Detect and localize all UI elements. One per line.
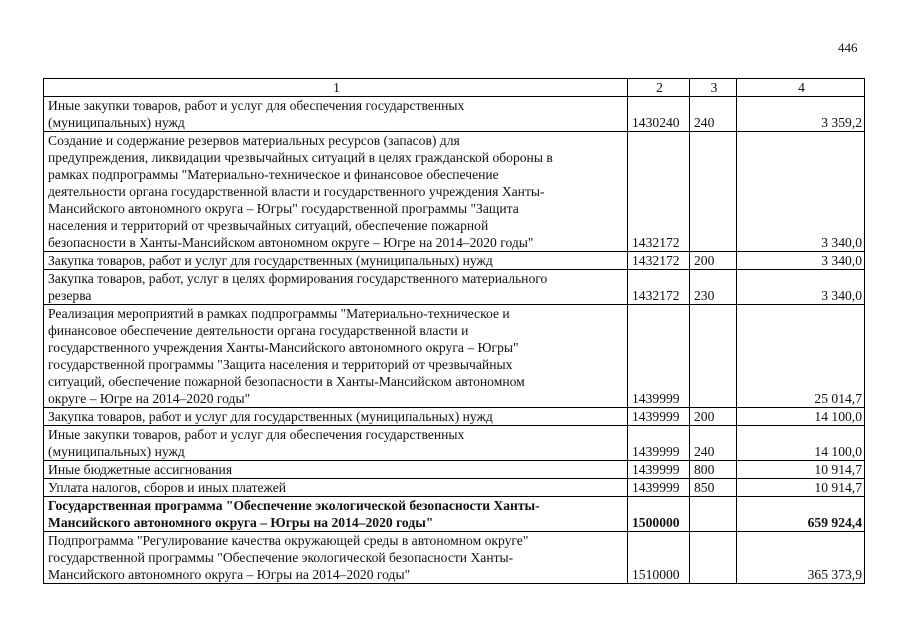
row-description [44,270,628,305]
description-line: финансовое обеспечение деятельности органа государственной власти и [48,323,469,338]
row-description [44,426,628,461]
table-row [44,97,865,132]
row-amount: 3 340,0 [737,252,865,270]
row-amount: 14 100,0 [737,408,865,426]
row-expense-type: 240 [690,97,737,132]
description-line: рамках подпрограммы "Материально-техническое и финансовое обеспечение [48,167,499,182]
description-line: Государственная программа "Обеспечение экологической безопасности Ханты- [48,498,540,513]
row-code: 1432172 [628,252,690,270]
table-row [44,305,865,408]
description-line: Мансийского автономного округа – Югры" государственной программы "Защита [48,201,519,216]
row-description [44,408,628,426]
row-code: 1510000 [628,532,690,584]
description-line: Создание и содержание резервов материальных ресурсов (запасов) для [48,133,460,148]
description-line: (муниципальных) нужд [48,444,185,459]
row-expense-type [690,305,737,408]
description-line: Закупка товаров, работ и услуг для государственных (муниципальных) нужд [48,253,493,268]
description-line: (муниципальных) нужд [48,115,185,130]
row-expense-type: 230 [690,270,737,305]
page-number: 446 [838,40,858,55]
row-expense-type: 200 [690,408,737,426]
row-code: 1439999 [628,479,690,497]
row-code: 1430240 [628,97,690,132]
header-cell: 3 [690,79,737,97]
row-description [44,461,628,479]
description-line: деятельности органа государственной власти и государственного учреждения Ханты- [48,184,545,199]
description-line: государственной программы "Обеспечение экологической безопасности Ханты- [48,550,514,565]
description-line: Мансийского автономного округа – Югры на 2014–2020 годы" [48,515,434,530]
budget-table [43,78,865,584]
description-line: округе – Югре на 2014–2020 годы" [48,391,251,406]
row-amount: 659 924,4 [737,497,865,532]
row-description [44,252,628,270]
row-code: 1439999 [628,461,690,479]
row-amount: 3 340,0 [737,132,865,252]
description-line: государственного учреждения Ханты-Мансийского автономного округа – Югры" [48,340,519,355]
row-code: 1439999 [628,408,690,426]
row-amount: 10 914,7 [737,461,865,479]
row-description [44,132,628,252]
row-expense-type: 200 [690,252,737,270]
table-row [44,497,865,532]
row-expense-type: 850 [690,479,737,497]
row-amount: 365 373,9 [737,532,865,584]
row-expense-type [690,132,737,252]
description-line: населения и территорий от чрезвычайных ситуаций, обеспечение пожарной [48,218,489,233]
row-description [44,479,628,497]
row-expense-type: 800 [690,461,737,479]
description-line: Мансийского автономного округа – Югры на 2014–2020 годы" [48,567,411,582]
row-code: 1432172 [628,270,690,305]
description-line: Закупка товаров, работ и услуг для государственных (муниципальных) нужд [48,409,493,424]
description-line: ситуаций, обеспечение пожарной безопасности в Ханты-Мансийском автономном [48,374,525,389]
description-line: Иные закупки товаров, работ и услуг для обеспечения государственных [48,98,465,113]
table-body [44,97,865,584]
row-expense-type [690,532,737,584]
row-code: 1432172 [628,132,690,252]
table-row [44,252,865,270]
row-description [44,497,628,532]
table-row [44,426,865,461]
row-expense-type [690,497,737,532]
row-description [44,97,628,132]
description-line: Закупка товаров, работ, услуг в целях формирования государственного материального [48,271,548,286]
header-cell: 1 [44,79,628,97]
description-line: резерва [48,288,92,303]
description-line: безопасности в Ханты-Мансийском автономном округе – Югре на 2014–2020 годы" [48,235,534,250]
row-amount: 10 914,7 [737,479,865,497]
row-code: 1439999 [628,305,690,408]
row-amount: 14 100,0 [737,426,865,461]
row-code: 1439999 [628,426,690,461]
description-line: Уплата налогов, сборов и иных платежей [48,480,287,495]
table-row [44,479,865,497]
table-row [44,408,865,426]
header-row [44,79,865,97]
row-amount: 3 340,0 [737,270,865,305]
table-row [44,132,865,252]
row-amount: 3 359,2 [737,97,865,132]
header-cell: 4 [737,79,865,97]
description-line: государственной программы "Защита населения и территорий от чрезвычайных [48,357,513,372]
description-line: Иные бюджетные ассигнования [48,462,233,477]
table-row [44,270,865,305]
row-expense-type: 240 [690,426,737,461]
description-line: Подпрограмма "Регулирование качества окружающей среды в автономном округе" [48,533,529,548]
header-cell: 2 [628,79,690,97]
row-description [44,305,628,408]
table-row [44,532,865,584]
description-line: предупреждения, ликвидации чрезвычайных ситуаций в целях гражданской обороны в [48,150,553,165]
description-line: Иные закупки товаров, работ и услуг для обеспечения государственных [48,427,465,442]
description-line: Реализация мероприятий в рамках подпрограммы "Материально-техническое и [48,306,510,321]
row-description [44,532,628,584]
table-row [44,461,865,479]
row-amount: 25 014,7 [737,305,865,408]
row-code: 1500000 [628,497,690,532]
